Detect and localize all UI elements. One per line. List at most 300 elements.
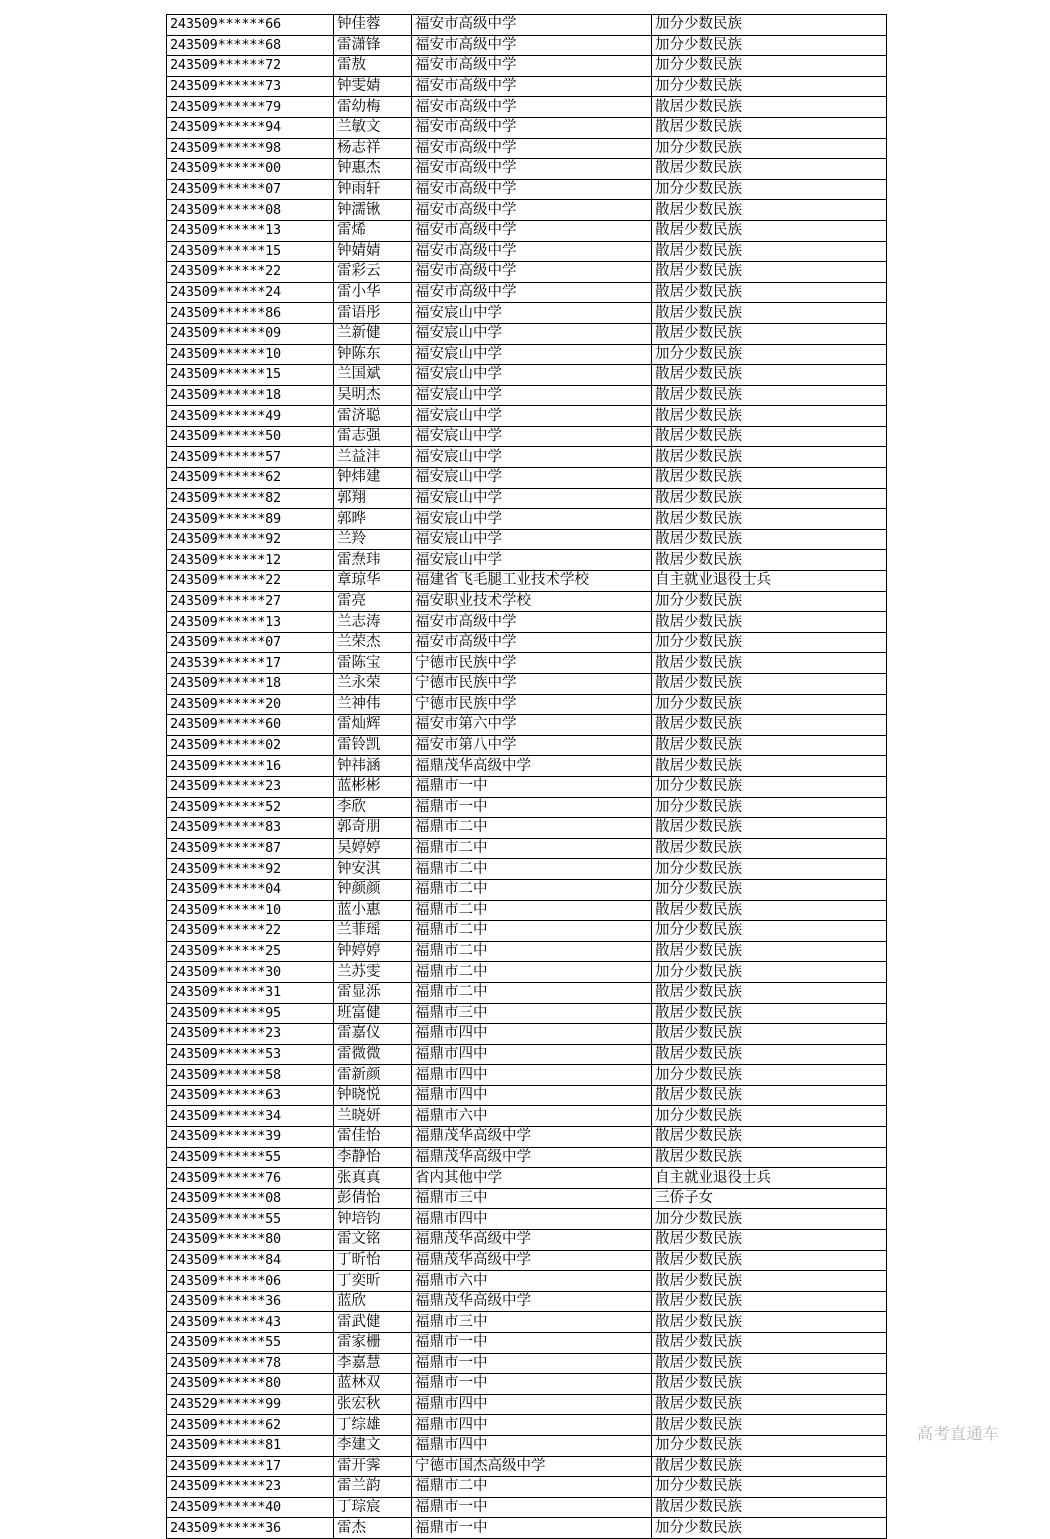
table-row [167,1065,887,1086]
table-row [167,756,887,777]
cell-candidate-id: 243509******55 [167,1333,334,1354]
cell-name: 蓝小惠 [334,900,412,921]
cell-category: 加分少数民族 [652,179,887,200]
cell-category: 散居少数民族 [652,468,887,489]
cell-candidate-id: 243509******79 [167,97,334,118]
cell-school: 福安宸山中学 [412,426,652,447]
cell-candidate-id: 243509******07 [167,632,334,653]
cell-candidate-id: 243509******22 [167,262,334,283]
cell-candidate-id: 243509******66 [167,15,334,36]
cell-category: 散居少数民族 [652,303,887,324]
cell-category: 散居少数民族 [652,900,887,921]
table-row [167,159,887,180]
cell-name: 郭晔 [334,509,412,530]
cell-school: 福鼎市四中 [412,1415,652,1436]
table-row [167,900,887,921]
table-row [167,406,887,427]
table-row [167,200,887,221]
cell-candidate-id: 243509******00 [167,159,334,180]
cell-name: 钟祎涵 [334,756,412,777]
cell-candidate-id: 243509******04 [167,879,334,900]
cell-candidate-id: 243509******36 [167,1291,334,1312]
cell-category: 散居少数民族 [652,97,887,118]
cell-school: 福安宸山中学 [412,529,652,550]
cell-category: 加分少数民族 [652,962,887,983]
cell-candidate-id: 243529******99 [167,1394,334,1415]
table-row [167,344,887,365]
cell-candidate-id: 243509******86 [167,303,334,324]
table-row [167,365,887,386]
cell-name: 雷灿辉 [334,715,412,736]
cell-category: 散居少数民族 [652,159,887,180]
cell-name: 章琼华 [334,571,412,592]
cell-school: 福安宸山中学 [412,509,652,530]
cell-school: 福鼎市二中 [412,921,652,942]
table-row [167,550,887,571]
table-row [167,818,887,839]
table-row [167,303,887,324]
cell-name: 钟雨轩 [334,179,412,200]
cell-school: 福鼎市三中 [412,1312,652,1333]
cell-name: 杨志祥 [334,138,412,159]
cell-candidate-id: 243509******23 [167,1477,334,1498]
cell-category: 散居少数民族 [652,715,887,736]
table-row [167,179,887,200]
table-row [167,1085,887,1106]
cell-school: 福安宸山中学 [412,447,652,468]
watermark: 高考直通车 [917,1424,1000,1443]
cell-name: 蓝彬彬 [334,776,412,797]
cell-school: 福鼎市二中 [412,1477,652,1498]
cell-category: 加分少数民族 [652,76,887,97]
cell-candidate-id: 243509******55 [167,1147,334,1168]
cell-category: 散居少数民族 [652,529,887,550]
cell-school: 福安市高级中学 [412,632,652,653]
cell-category: 散居少数民族 [652,1271,887,1292]
cell-name: 兰永荣 [334,674,412,695]
table-row [167,1353,887,1374]
cell-name: 钟炜建 [334,468,412,489]
cell-candidate-id: 243509******68 [167,35,334,56]
table-row [167,921,887,942]
cell-category: 散居少数民族 [652,818,887,839]
cell-candidate-id: 243509******08 [167,1188,334,1209]
cell-category: 加分少数民族 [652,879,887,900]
cell-school: 福鼎市二中 [412,941,652,962]
table-row [167,529,887,550]
table-row [167,1415,887,1436]
cell-candidate-id: 243509******06 [167,1271,334,1292]
cell-name: 雷烯 [334,220,412,241]
cell-name: 雷小华 [334,282,412,303]
cell-candidate-id: 243509******31 [167,982,334,1003]
table-row [167,447,887,468]
cell-name: 雷幼梅 [334,97,412,118]
cell-name: 钟佳蓉 [334,15,412,36]
cell-candidate-id: 243509******62 [167,1415,334,1436]
cell-candidate-id: 243509******62 [167,468,334,489]
cell-category: 散居少数民族 [652,1333,887,1354]
cell-name: 雷焘玮 [334,550,412,571]
table-row [167,797,887,818]
cell-school: 福安市高级中学 [412,35,652,56]
cell-candidate-id: 243509******22 [167,571,334,592]
cell-name: 张真真 [334,1168,412,1189]
cell-name: 钟陈东 [334,344,412,365]
cell-name: 蓝林双 [334,1374,412,1395]
cell-name: 雷语彤 [334,303,412,324]
cell-candidate-id: 243509******63 [167,1085,334,1106]
cell-category: 散居少数民族 [652,653,887,674]
cell-name: 雷开霁 [334,1456,412,1477]
cell-candidate-id: 243509******58 [167,1065,334,1086]
cell-school: 福鼎市二中 [412,838,652,859]
table-row [167,15,887,36]
cell-name: 钟雯婧 [334,76,412,97]
cell-school: 福鼎市一中 [412,1374,652,1395]
cell-name: 雷兰韵 [334,1477,412,1498]
cell-category: 加分少数民族 [652,56,887,77]
cell-school: 福鼎市一中 [412,1333,652,1354]
cell-school: 福鼎市六中 [412,1271,652,1292]
cell-school: 福鼎市一中 [412,1497,652,1518]
cell-category: 散居少数民族 [652,1127,887,1148]
cell-school: 福安市高级中学 [412,282,652,303]
cell-school: 宁德市民族中学 [412,653,652,674]
cell-name: 张宏秋 [334,1394,412,1415]
cell-category: 加分少数民族 [652,694,887,715]
table-row [167,76,887,97]
cell-candidate-id: 243509******10 [167,900,334,921]
table-row [167,838,887,859]
cell-name: 兰荣杰 [334,632,412,653]
table-row [167,715,887,736]
cell-name: 吴婷婷 [334,838,412,859]
cell-school: 福鼎市四中 [412,1044,652,1065]
cell-category: 散居少数民族 [652,1003,887,1024]
table-row [167,1127,887,1148]
cell-category: 加分少数民族 [652,138,887,159]
cell-school: 福安市第六中学 [412,715,652,736]
table-row [167,653,887,674]
cell-category: 自主就业退役士兵 [652,1168,887,1189]
cell-category: 散居少数民族 [652,365,887,386]
cell-category: 散居少数民族 [652,385,887,406]
table-row [167,509,887,530]
cell-category: 散居少数民族 [652,241,887,262]
cell-candidate-id: 243509******09 [167,323,334,344]
cell-name: 雷新颜 [334,1065,412,1086]
cell-category: 三侨子女 [652,1188,887,1209]
table-row [167,1456,887,1477]
cell-name: 丁琮宸 [334,1497,412,1518]
cell-category: 加分少数民族 [652,1065,887,1086]
cell-category: 散居少数民族 [652,1312,887,1333]
cell-category: 散居少数民族 [652,220,887,241]
table-row [167,97,887,118]
cell-candidate-id: 243509******15 [167,241,334,262]
cell-school: 福安宸山中学 [412,385,652,406]
table-row [167,220,887,241]
table-row [167,1188,887,1209]
cell-candidate-id: 243509******55 [167,1209,334,1230]
cell-name: 彭倩怡 [334,1188,412,1209]
cell-category: 散居少数民族 [652,1291,887,1312]
cell-candidate-id: 243509******78 [167,1353,334,1374]
cell-name: 丁昕怡 [334,1250,412,1271]
cell-school: 福鼎市四中 [412,1065,652,1086]
cell-school: 福安市高级中学 [412,97,652,118]
cell-candidate-id: 243509******34 [167,1106,334,1127]
cell-name: 雷敖 [334,56,412,77]
table-row [167,1312,887,1333]
cell-school: 福安市高级中学 [412,612,652,633]
cell-school: 福安市高级中学 [412,179,652,200]
cell-school: 福安宸山中学 [412,550,652,571]
table-row [167,1374,887,1395]
cell-school: 福安市高级中学 [412,220,652,241]
cell-candidate-id: 243509******12 [167,550,334,571]
cell-candidate-id: 243509******57 [167,447,334,468]
cell-school: 福鼎市四中 [412,1394,652,1415]
cell-school: 福安市高级中学 [412,117,652,138]
table-row [167,962,887,983]
table-row [167,591,887,612]
cell-category: 散居少数民族 [652,612,887,633]
cell-candidate-id: 243509******72 [167,56,334,77]
cell-category: 散居少数民族 [652,200,887,221]
cell-name: 郭翔 [334,488,412,509]
table-row [167,1291,887,1312]
table-row [167,694,887,715]
table-body [167,15,887,1539]
cell-candidate-id: 243509******50 [167,426,334,447]
cell-category: 散居少数民族 [652,1230,887,1251]
cell-candidate-id: 243509******53 [167,1044,334,1065]
cell-category: 散居少数民族 [652,323,887,344]
cell-category: 散居少数民族 [652,1497,887,1518]
cell-school: 福鼎市二中 [412,859,652,880]
cell-category: 散居少数民族 [652,1147,887,1168]
cell-name: 兰志涛 [334,612,412,633]
cell-name: 兰新健 [334,323,412,344]
cell-name: 钟婷婷 [334,941,412,962]
table-row [167,941,887,962]
table-row [167,56,887,77]
cell-category: 散居少数民族 [652,941,887,962]
cell-name: 蓝欣 [334,1291,412,1312]
cell-name: 兰羚 [334,529,412,550]
table-row [167,262,887,283]
cell-category: 散居少数民族 [652,1394,887,1415]
table-row [167,1477,887,1498]
cell-candidate-id: 243509******92 [167,859,334,880]
table-row [167,1147,887,1168]
cell-candidate-id: 243509******13 [167,612,334,633]
cell-candidate-id: 243509******16 [167,756,334,777]
cell-category: 加分少数民族 [652,591,887,612]
cell-school: 福鼎茂华高级中学 [412,1230,652,1251]
cell-name: 雷济聪 [334,406,412,427]
cell-candidate-id: 243509******81 [167,1435,334,1456]
cell-school: 福鼎市一中 [412,1518,652,1539]
cell-school: 福鼎茂华高级中学 [412,1147,652,1168]
cell-school: 福安市第八中学 [412,735,652,756]
cell-name: 钟培钧 [334,1209,412,1230]
cell-category: 散居少数民族 [652,117,887,138]
cell-school: 福鼎市一中 [412,1353,652,1374]
cell-category: 散居少数民族 [652,447,887,468]
cell-candidate-id: 243509******27 [167,591,334,612]
cell-school: 福鼎市四中 [412,1209,652,1230]
table-row [167,1024,887,1045]
table-row [167,612,887,633]
cell-school: 福鼎茂华高级中学 [412,1127,652,1148]
cell-name: 兰国斌 [334,365,412,386]
table-row [167,1518,887,1539]
cell-category: 散居少数民族 [652,1456,887,1477]
cell-school: 福安宸山中学 [412,365,652,386]
cell-candidate-id: 243509******49 [167,406,334,427]
table-row [167,1271,887,1292]
table-row [167,385,887,406]
cell-category: 加分少数民族 [652,859,887,880]
cell-candidate-id: 243509******76 [167,1168,334,1189]
cell-candidate-id: 243509******10 [167,344,334,365]
cell-school: 福鼎茂华高级中学 [412,756,652,777]
cell-candidate-id: 243509******13 [167,220,334,241]
cell-name: 钟颜颜 [334,879,412,900]
cell-school: 福鼎茂华高级中学 [412,1291,652,1312]
table-row [167,138,887,159]
cell-school: 福安市高级中学 [412,200,652,221]
cell-candidate-id: 243509******07 [167,179,334,200]
cell-name: 雷显泺 [334,982,412,1003]
cell-candidate-id: 243509******18 [167,674,334,695]
cell-category: 散居少数民族 [652,1044,887,1065]
cell-name: 李欣 [334,797,412,818]
cell-name: 郭奇朋 [334,818,412,839]
cell-school: 福鼎市二中 [412,962,652,983]
cell-name: 李静怡 [334,1147,412,1168]
cell-candidate-id: 243509******18 [167,385,334,406]
cell-category: 散居少数民族 [652,509,887,530]
cell-school: 省内其他中学 [412,1168,652,1189]
cell-category: 加分少数民族 [652,35,887,56]
cell-candidate-id: 243509******17 [167,1456,334,1477]
cell-category: 散居少数民族 [652,1024,887,1045]
cell-school: 福安宸山中学 [412,344,652,365]
cell-candidate-id: 243539******17 [167,653,334,674]
table-row [167,35,887,56]
table-row [167,1044,887,1065]
cell-name: 吴明杰 [334,385,412,406]
table-row [167,735,887,756]
cell-candidate-id: 243509******23 [167,1024,334,1045]
cell-category: 加分少数民族 [652,921,887,942]
cell-category: 散居少数民族 [652,426,887,447]
candidate-roster-table [166,14,887,1539]
table-row [167,1209,887,1230]
cell-name: 钟濡锹 [334,200,412,221]
cell-candidate-id: 243509******15 [167,365,334,386]
cell-name: 钟婧婧 [334,241,412,262]
table-row [167,859,887,880]
table-row [167,117,887,138]
cell-candidate-id: 243509******23 [167,776,334,797]
cell-school: 福鼎市二中 [412,818,652,839]
cell-candidate-id: 243509******43 [167,1312,334,1333]
cell-candidate-id: 243509******84 [167,1250,334,1271]
cell-school: 福鼎市一中 [412,776,652,797]
cell-school: 福鼎茂华高级中学 [412,1250,652,1271]
cell-name: 钟晓悦 [334,1085,412,1106]
cell-candidate-id: 243509******80 [167,1374,334,1395]
cell-name: 雷嘉仪 [334,1024,412,1045]
cell-school: 福鼎市四中 [412,1024,652,1045]
cell-school: 福鼎市三中 [412,1188,652,1209]
table-row [167,776,887,797]
cell-category: 散居少数民族 [652,406,887,427]
table-row [167,1106,887,1127]
table-row [167,488,887,509]
cell-category: 散居少数民族 [652,674,887,695]
cell-name: 丁奕昕 [334,1271,412,1292]
cell-candidate-id: 243509******52 [167,797,334,818]
cell-name: 雷铃凯 [334,735,412,756]
cell-name: 雷杰 [334,1518,412,1539]
cell-school: 福鼎市六中 [412,1106,652,1127]
cell-candidate-id: 243509******89 [167,509,334,530]
cell-name: 班富健 [334,1003,412,1024]
table-row [167,982,887,1003]
cell-name: 雷文铭 [334,1230,412,1251]
table-row [167,632,887,653]
cell-category: 散居少数民族 [652,1250,887,1271]
cell-candidate-id: 243509******80 [167,1230,334,1251]
cell-candidate-id: 243509******98 [167,138,334,159]
cell-name: 钟惠杰 [334,159,412,180]
table-row [167,1435,887,1456]
cell-school: 福鼎市四中 [412,1435,652,1456]
cell-category: 加分少数民族 [652,1518,887,1539]
cell-school: 福鼎市一中 [412,797,652,818]
cell-category: 散居少数民族 [652,1085,887,1106]
cell-category: 散居少数民族 [652,838,887,859]
cell-category: 散居少数民族 [652,1415,887,1436]
cell-candidate-id: 243509******94 [167,117,334,138]
cell-name: 雷佳怡 [334,1127,412,1148]
cell-category: 加分少数民族 [652,632,887,653]
table-row [167,241,887,262]
cell-name: 兰晓妍 [334,1106,412,1127]
table-row [167,1003,887,1024]
cell-name: 雷志强 [334,426,412,447]
cell-candidate-id: 243509******83 [167,818,334,839]
cell-name: 雷亮 [334,591,412,612]
cell-category: 散居少数民族 [652,735,887,756]
cell-school: 福安市高级中学 [412,138,652,159]
cell-name: 雷家栅 [334,1333,412,1354]
cell-school: 宁德市民族中学 [412,694,652,715]
cell-name: 雷武健 [334,1312,412,1333]
cell-name: 兰益沣 [334,447,412,468]
table-row [167,1394,887,1415]
cell-name: 兰神伟 [334,694,412,715]
cell-category: 自主就业退役士兵 [652,571,887,592]
cell-candidate-id: 243509******30 [167,962,334,983]
table-row [167,571,887,592]
